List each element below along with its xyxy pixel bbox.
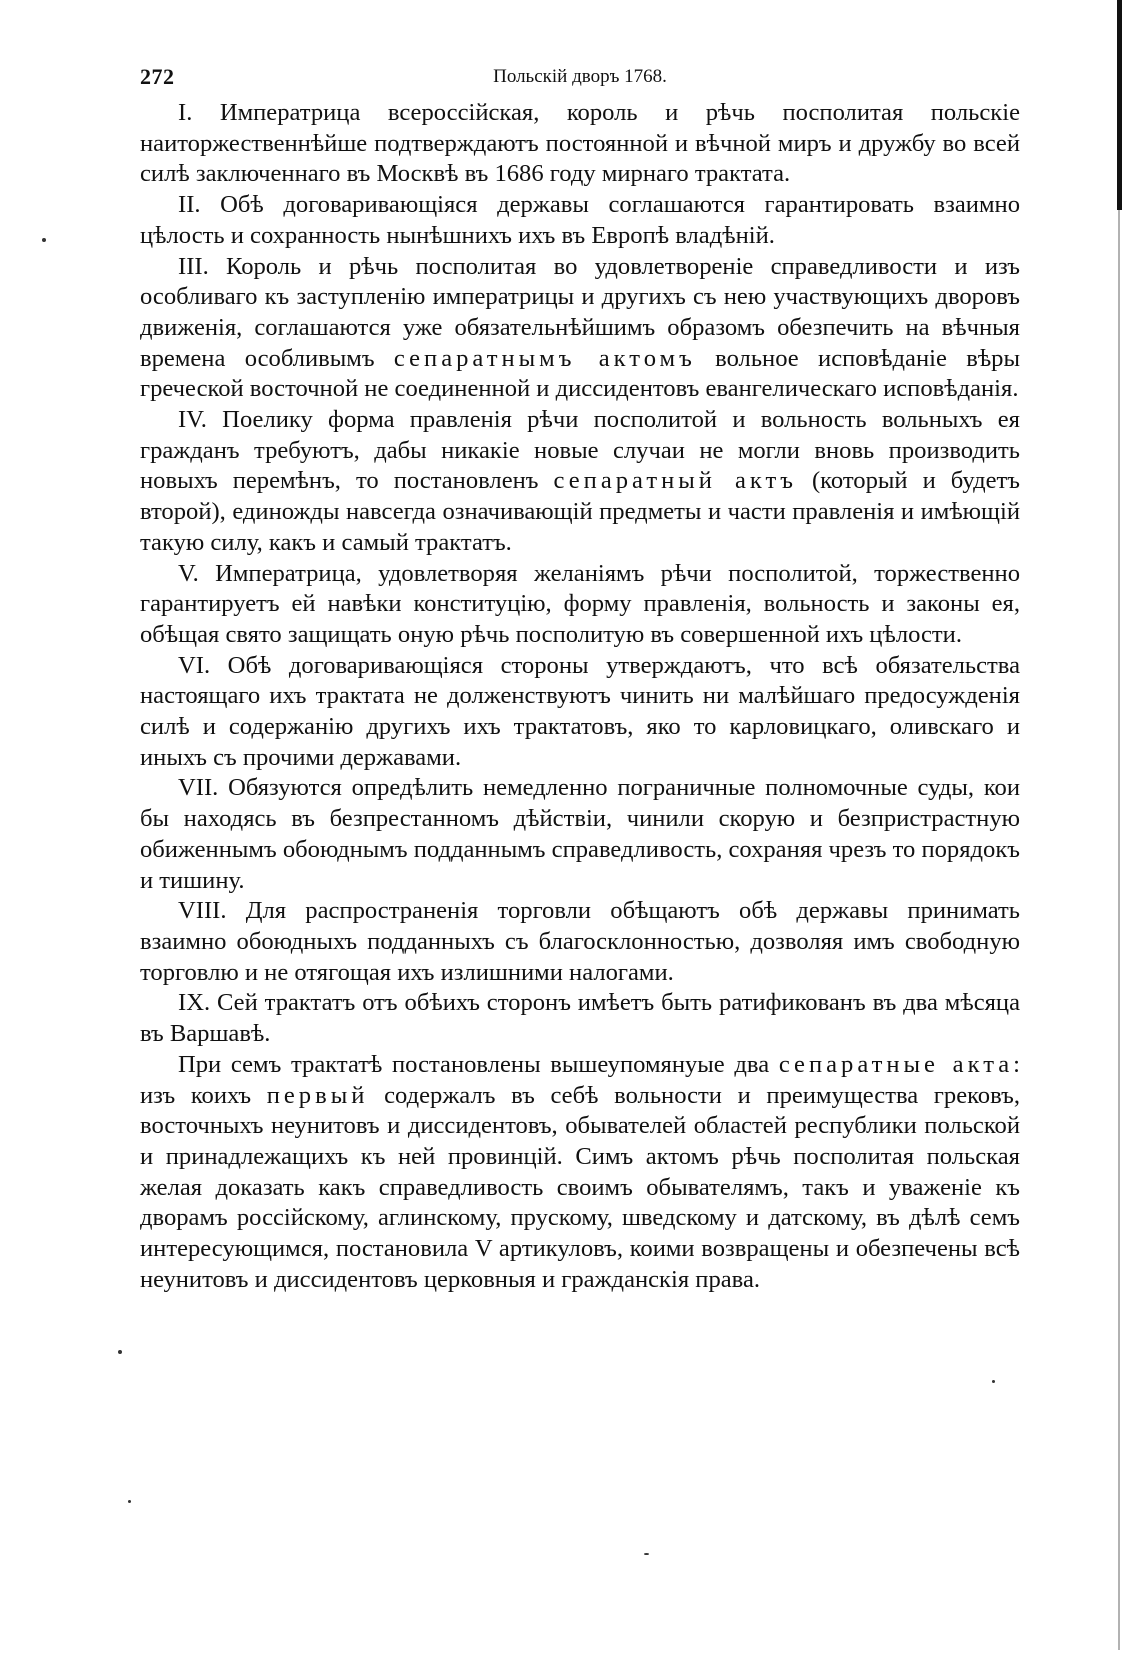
- page-header: [140, 64, 1020, 98]
- article-8-text: VIII. Для распространенія торговли обѣщаютъ обѣ державы принимать взаимно обоюдныхъ подданныхъ съ благосклонностью, дозволяя имъ свободную торговлю и не отягощая ихъ излишними налогами.: [140, 897, 1020, 986]
- scan-speck: [118, 1350, 122, 1354]
- article-4-text-end: (который и будетъ второй), единожды навсегда означивающій предметы и части правленія и имѣющій такую силу, какъ и самый трактатъ.: [140, 467, 1020, 556]
- article-3-text-start: III. Король и рѣчь посполитая во удовлетвореніе справедливости и изъ особливаго къ заступленію императрицы и другихъ съ нею участвующихъ дворовъ движенія, соглашаются уже обязательнѣйшимъ образомъ обезпечить на вѣчныя времена особливымъ: [140, 252, 1020, 372]
- article-2-paragraph: [140, 190, 1020, 251]
- article-4-spaced-term: сепаратный актъ: [553, 467, 797, 495]
- scan-speck: [644, 1553, 649, 1555]
- article-6-text: VI. Обѣ договаривающіяся стороны утверждаютъ, что всѣ обязательства настоящаго ихъ трактата не долженствуютъ чинить ни малѣйшаго предосужденія силѣ и содержанію другихъ ихъ трактатовъ, яко то карловицкаго, оливскаго и иныхъ съ прочими державами.: [140, 651, 1020, 771]
- closing-spaced-term-2: первый: [266, 1081, 369, 1109]
- article-8-paragraph: [140, 896, 1020, 988]
- article-1-paragraph: [140, 98, 1020, 190]
- running-title: Польскій дворъ 1768.: [493, 66, 667, 87]
- article-9-paragraph: [140, 988, 1020, 1049]
- scan-edge-shadow: [1117, 0, 1122, 210]
- closing-spaced-term-1: сепаратные акта: [778, 1050, 1014, 1078]
- article-5-paragraph: [140, 559, 1020, 651]
- article-4-paragraph: [140, 405, 1020, 559]
- article-7-text: VII. Обязуются опредѣлить немедленно пограничные полномочные суды, кои бы находясь въ безпрестанномъ дѣйствіи, чинили скорую и безпристрастную обиженнымъ обоюднымъ подданнымъ справедливость, сохраняя чрезъ то порядокъ и тишину.: [140, 774, 1020, 894]
- page-number: 272: [140, 64, 175, 89]
- article-2-text: II. Обѣ договаривающіяся державы соглашаются гарантировать взаимно цѣлость и сохранность нынѣшнихъ ихъ въ Европѣ владѣній.: [140, 191, 1020, 249]
- article-7-paragraph: [140, 773, 1020, 896]
- article-4-text-start: IV. Поелику форма правленія рѣчи посполитой и вольность вольныхъ ея гражданъ требуютъ, дабы никакіе новые случаи не могли вновь производить новыхъ перемѣнъ, то постановленъ: [140, 406, 1020, 495]
- scan-speck: [992, 1380, 995, 1383]
- scan-speck: [128, 1500, 131, 1503]
- document-body: [140, 98, 1020, 1295]
- scan-speck: [42, 238, 46, 242]
- closing-text-end: содержалъ въ себѣ вольности и преимущества грековъ, восточныхъ неунитовъ и диссидентовъ, обывателей областей республики польской и принадлежащихъ къ ней провинцій. Симъ актомъ рѣчь посполитая польская желая доказать какъ справедливость своимъ обывателямъ, такъ и уваженіе къ дворамъ россійскому, аглинскому, прускому, шведскому и датскому, въ дѣлѣ семъ интересующимся, постановила V артикуловъ, коими возвращены и обезпечены всѣ неунитовъ и диссидентовъ церковныя и гражданскія права.: [140, 1081, 1020, 1293]
- scan-edge-line: [1118, 210, 1120, 1650]
- article-5-text: V. Императрица, удовлетворяя желаніямъ рѣчи посполитой, торжественно гарантируетъ ей навѣки конституцію, форму правленія, вольность и законы ея, обѣщая свято защищать оную рѣчь посполитую въ совершенной ихъ цѣлости.: [140, 559, 1020, 648]
- closing-paragraph: [140, 1050, 1020, 1296]
- article-3-paragraph: [140, 252, 1020, 406]
- article-3-text-end: вольное исповѣданіе вѣры греческой восточной не соединенной и диссидентовъ евангелическаго исповѣданія.: [140, 344, 1020, 403]
- closing-text-start: При семъ трактатѣ постановлены вышеупомянуые два: [178, 1050, 779, 1078]
- article-1-text: I. Императрица всероссійская, король и рѣчь посполитая польскіе наиторжественнѣйше подтверждаютъ постоянной и вѣчной миръ и дружбу во всей силѣ заключеннаго въ Москвѣ въ 1686 году мирнаго трактата.: [140, 99, 1020, 188]
- article-3-spaced-term: сепаратнымъ актомъ: [393, 344, 696, 372]
- article-9-text: IX. Сей трактатъ отъ обѣихъ сторонъ имѣетъ быть ратификованъ въ два мѣсяца въ Варшавѣ.: [140, 989, 1020, 1048]
- closing-text-mid: : изъ коихъ: [140, 1050, 1021, 1109]
- article-6-paragraph: [140, 651, 1020, 774]
